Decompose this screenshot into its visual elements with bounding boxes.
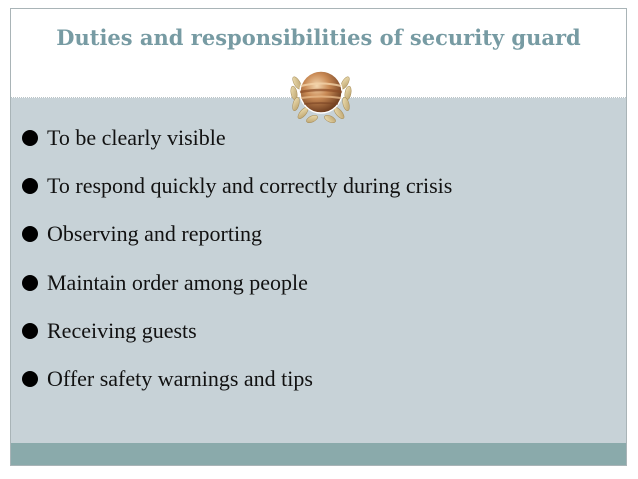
list-item bbox=[22, 210, 452, 258]
list-item bbox=[22, 114, 452, 162]
list-item bbox=[22, 355, 452, 403]
bullet-text: Maintain order among people bbox=[47, 269, 308, 295]
bullet-text: Receiving guests bbox=[47, 317, 197, 343]
bullet-dot-icon bbox=[22, 323, 38, 339]
slide-title: Duties and responsibilities of security guard bbox=[56, 25, 581, 50]
bullet-list bbox=[22, 114, 452, 403]
footer-bar bbox=[11, 443, 626, 465]
bullet-text: To be clearly visible bbox=[47, 125, 226, 151]
bullet-dot-icon bbox=[22, 226, 38, 242]
bullet-dot-icon bbox=[22, 178, 38, 194]
list-item bbox=[22, 162, 452, 210]
bullet-text: Observing and reporting bbox=[47, 221, 263, 247]
bullet-dot-icon bbox=[22, 130, 38, 146]
bullet-text: To respond quickly and correctly during crisis bbox=[47, 173, 453, 199]
planet-laurel-emblem-icon bbox=[287, 61, 355, 127]
list-item bbox=[22, 259, 452, 307]
list-item bbox=[22, 307, 452, 355]
bullet-dot-icon bbox=[22, 371, 38, 387]
bullet-dot-icon bbox=[22, 275, 38, 291]
bullet-text: Offer safety warnings and tips bbox=[47, 366, 313, 392]
